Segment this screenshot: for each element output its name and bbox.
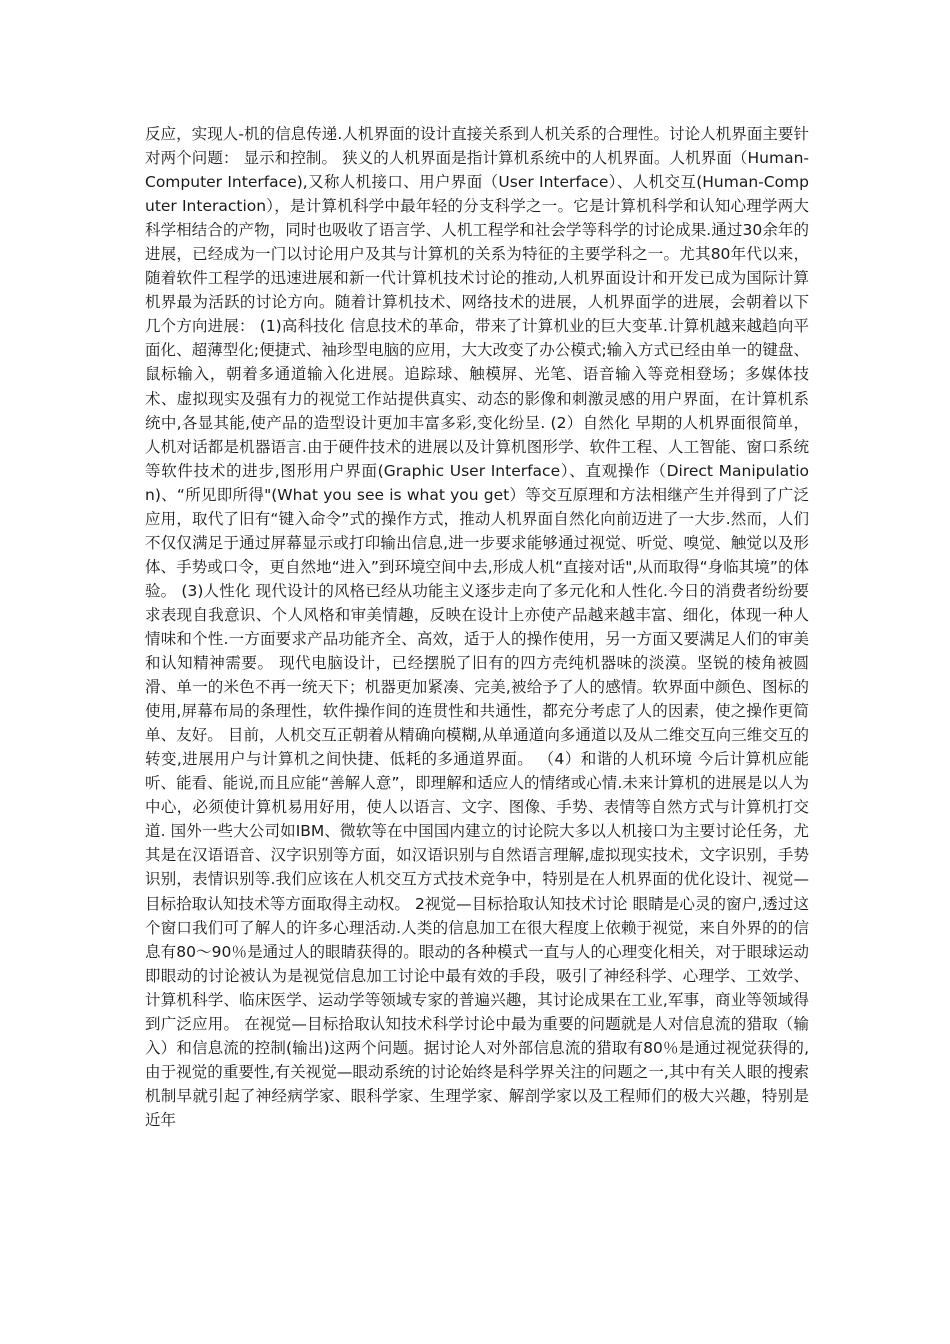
body-paragraph: 反应，实现人-机的信息传递.人机界面的设计直接关系到人机关系的合理性。讨论人机界面主要针对两个问题： 显示和控制。 狭义的人机界面是指计算机系统中的人机界面。人机界面（Human-Computer Interface),又称人机接口、用户界面（User Interface）、人机交互(Human-Computer Interaction），是计算机科学中最年轻的分支科学之一。它是计算机科学和认知心理学两大科学相结合的产物，同时也吸收了语言学、人机工程学和社会学等科学的讨论成果.通过30余年的进展，已经成为一门以讨论用户及其与计算机的关系为特征的主要学科之一。尤其80年代以来，随着软件工程学的迅速进展和新一代计算机技术讨论的推动,人机界面设计和开发已成为国际计算机界最为活跃的讨论方向。随着计算机技术、网络技术的进展，人机界面学的进展，会朝着以下几个方向进展： (1)高科技化 信息技术的革命，带来了计算机业的巨大变革.计算机越来越趋向平面化、超薄型化;便捷式、袖珍型电脑的应用，大大改变了办公模式;输入方式已经由单一的键盘、鼠标输入，朝着多通道输入化进展。追踪球、触模屏、光笔、语音输入等竞相登场；多媒体技术、虚拟现实及强有力的视觉工作站提供真实、动态的影像和刺激灵感的用户界面，在计算机系统中,各显其能,使产品的造型设计更加丰富多彩,变化纷呈. (2）自然化 早期的人机界面很简单，人机对话都是机器语言.由于硬件技术的进展以及计算机图形学、软件工程、人工智能、窗口系统等软件技术的进步,图形用户界面(Graphic User Interface）、直观操作（Direct Manipulation)、“所见即所得"(What you see is what you get）等交互原理和方法相继产生并得到了广泛应用，取代了旧有“键入命令”式的操作方式，推动人机界面自然化向前迈进了一大步.然而，人们不仅仅满足于通过屏幕显示或打印输出信息,进一步要求能够通过视觉、听觉、嗅觉、触觉以及形体、手势或口令，更自然地“进入”到环境空间中去,形成人机“直接对话",从而取得“身临其境”的体验。 (3)人性化 现代设计的风格已经从功能主义逐步走向了多元化和人性化.今日的消费者纷纷要求表现自我意识、个人风格和审美情趣，反映在设计上亦使产品越来越丰富、细化，体现一种人情味和个性.一方面要求产品功能齐全、高效，适于人的操作使用，另一方面又要满足人们的审美和认知精神需要。 现代电脑设计，已经摆脱了旧有的四方壳纯机器味的淡漠。坚锐的棱角被圆滑、单一的米色不再一统天下；机器更加紧凑、完美,被给予了人的感情。软界面中颜色、图标的使用,屏幕布局的条理性，软件操作间的连贯性和共通性，都充分考虑了人的因素，使之操作更简单、友好。 目前，人机交互正朝着从精确向模糊,从单通道向多通道以及从二维交互向三维交互的转变,进展用户与计算机之间快捷、低耗的多通道界面。 （4）和谐的人机环境 今后计算机应能听、能看、能说,而且应能“善解人意”，即理解和适应人的情绪或心情.未来计算机的进展是以人为中心，必须使计算机易用好用，使人以语言、文字、图像、手势、表情等自然方式与计算机打交道. 国外一些大公司如IBM、微软等在中国国内建立的讨论院大多以人机接口为主要讨论任务，尤其是在汉语语音、汉字识别等方面，如汉语识别与自然语言理解,虚拟现实技术，文字识别，手势识别，表情识别等.我们应该在人机交互方式技术竞争中，特别是在人机界面的优化设计、视觉—目标拾取认知技术等方面取得主动权。 2视觉—目标拾取认知技术讨论 眼睛是心灵的窗户,透过这个窗口我们可了解人的许多心理活动.人类的信息加工在很大程度上依赖于视觉，来自外界的的信息有80～90％是通过人的眼睛获得的。眼动的各种模式一直与人的心理变化相关，对于眼球运动即眼动的讨论被认为是视觉信息加工讨论中最有效的手段，吸引了神经科学、心理学、工效学、计算机科学、临床医学、运动学等领域专家的普遍兴趣，其讨论成果在工业,军事，商业等领域得到广泛应用。 在视觉—目标拾取认知技术科学讨论中最为重要的问题就是人对信息流的猎取（输入）和信息流的控制(输出)这两个问题。据讨论人对外部信息流的猎取有80％是通过视觉获得的,由于视觉的重要性,有关视觉—眼动系统的讨论始终是科学界关注的问题之一,其中有关人眼的搜索机制早就引起了神经病学家、眼科学家、生理学家、解剖学家以及工程师们的极大兴趣，特别是近年 xyxy=(145,125,809,1129)
document-body xyxy=(145,122,809,1132)
